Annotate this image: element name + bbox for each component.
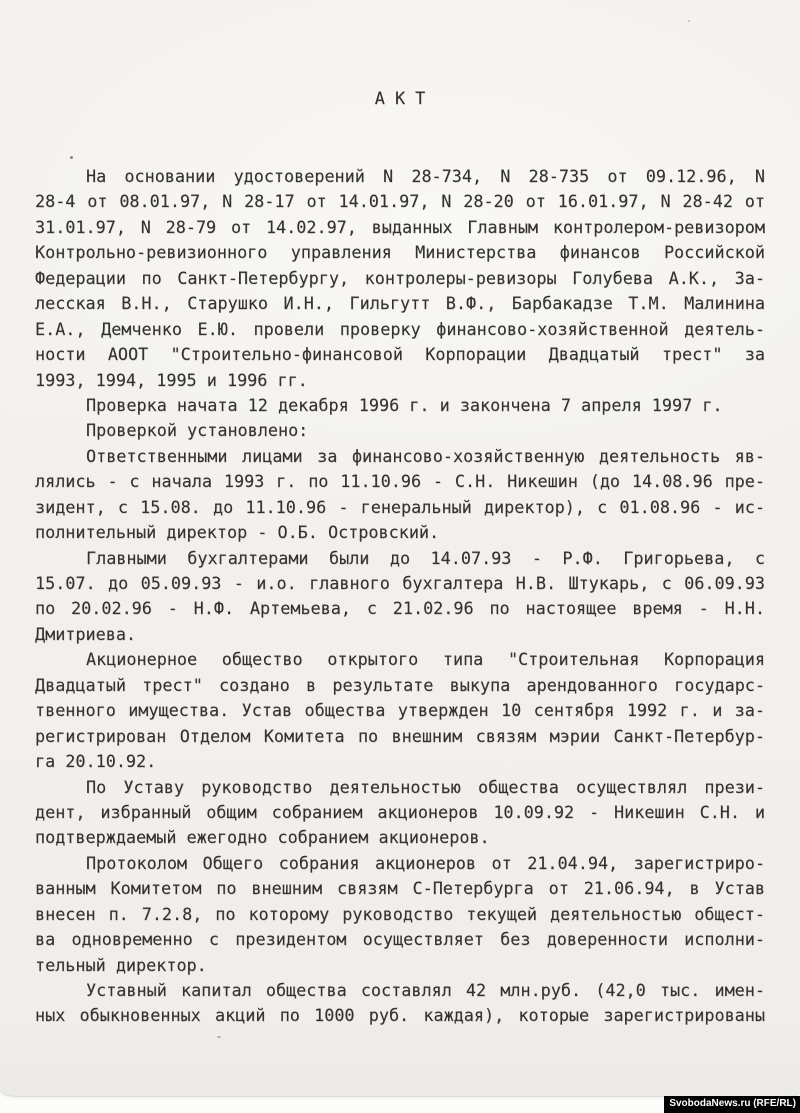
document-line: На основании удостоверений N 28-734, N 28-735 от 09.12.96, N <box>86 166 765 186</box>
paragraph <box>35 851 765 978</box>
document-line: га 20.10.92. <box>35 751 157 772</box>
document-line: 1993, 1994, 1995 и 1996 гг. <box>35 369 308 390</box>
document-line: 15.07. до 05.09.93 - и.о. главного бухгалтера Н.В. Штукарь, с 06.09.93 <box>35 573 765 593</box>
document-line: полнительный директор - О.Б. Островский. <box>35 522 440 543</box>
document-line: По Уставу руководство деятельностью общества осуществлял прези- <box>86 776 765 797</box>
document-line: Проверка начата 12 декабря 1996 г. и закончена 7 апреля 1997 г. <box>86 394 723 415</box>
paragraph <box>35 775 765 851</box>
document-line: Главными бухгалтерами были до 14.07.93 - Р.Ф. Григорьева, с <box>86 547 765 568</box>
paragraph <box>35 978 765 1029</box>
paragraph <box>35 444 765 546</box>
paragraph <box>35 546 765 648</box>
document-line: Контрольно-ревизионного управления Министерства финансов Российской <box>35 242 765 263</box>
document-line: Двадцатый трест" создано в результате выкупа арендованного государс- <box>35 674 765 695</box>
document-line: регистрирован Отделом Комитета по внешним связям мэрии Санкт-Петербур- <box>35 725 765 746</box>
document-body <box>35 164 765 1029</box>
document-line: ванным Комитетом по внешним связям С-Петербурга от 21.06.94, в Устав <box>35 878 765 899</box>
document-line: Акционерное общество открытого типа "Строительная Корпорация <box>86 649 765 670</box>
document-line: по 20.02.96 - Н.Ф. Артемьева, с 21.02.96 по настоящее время - Н.Н. <box>35 598 765 619</box>
document-line: твенного имущества. Устав общества утвержден 10 сентября 1992 г. и за- <box>35 700 765 721</box>
document-line: 28-4 от 08.01.97, N 28-17 от 14.01.97, N 28-20 от 16.01.97, N 28-42 от <box>35 191 765 212</box>
document-line: 31.01.97, N 28-79 от 14.02.97, выданных Главным контролером-ревизором <box>35 216 765 237</box>
document-line: ных обыкновенных акций по 1000 руб. каждая), которые зарегистрированы <box>35 1005 765 1026</box>
paragraph <box>35 393 765 418</box>
document-line: ва одновременно с президентом осуществляет без доверенности исполни- <box>35 929 765 950</box>
document-line: зидент, с 15.08. до 11.10.96 - генеральный директор), с 01.08.96 - ис- <box>35 496 765 517</box>
document-line: внесен п. 7.2.8, по которому руководство текущей деятельностью общест- <box>35 903 765 924</box>
document-line: дент, избранный общим собранием акционеров 10.09.92 - Никешин С.Н. и <box>35 801 765 822</box>
paragraph <box>35 647 765 774</box>
document-line: Ответственными лицами за финансово-хозяйственную деятельность яв- <box>86 445 765 466</box>
document-line: подтверждаемый ежегодно собранием акционеров. <box>35 827 490 848</box>
document-line: Е.А., Демченко Е.Ю. провели проверку финансово-хозяйственной деятель- <box>35 318 765 339</box>
document-line: Проверкой установлено: <box>86 420 309 441</box>
scan-speck <box>217 1036 221 1038</box>
document-line: тельный директор. <box>35 954 207 975</box>
document-line: ности АООТ "Строительно-финансовой Корпорации Двадцатый трест" за <box>35 344 765 365</box>
document-title: А К Т <box>374 88 426 108</box>
document-line: Протоколом Общего собрания акционеров от 21.04.94, зарегистриро- <box>86 852 765 873</box>
paragraph <box>35 418 765 443</box>
paragraph <box>35 164 765 393</box>
scan-speck <box>70 156 73 159</box>
watermark: SvobodaNews.ru (RFE/RL) <box>664 1096 800 1113</box>
scan-speck <box>688 20 690 22</box>
document-line: лесская В.Н., Старушко И.Н., Гильгутт В.Ф., Барбакадзе Т.М. Малинина <box>35 293 765 314</box>
document-line: Дмитриева. <box>35 623 137 644</box>
document-line: Уставный капитал общества составлял 42 млн.руб. (42,0 тыс. имен- <box>86 980 765 1000</box>
document-line: лялись - с начала 1993 г. по 11.10.96 - С.Н. Никешин (до 14.08.96 пре- <box>35 471 765 492</box>
document-line: Федерации по Санкт-Петербургу, контролеры-ревизоры Голубева А.К., За- <box>35 267 765 288</box>
